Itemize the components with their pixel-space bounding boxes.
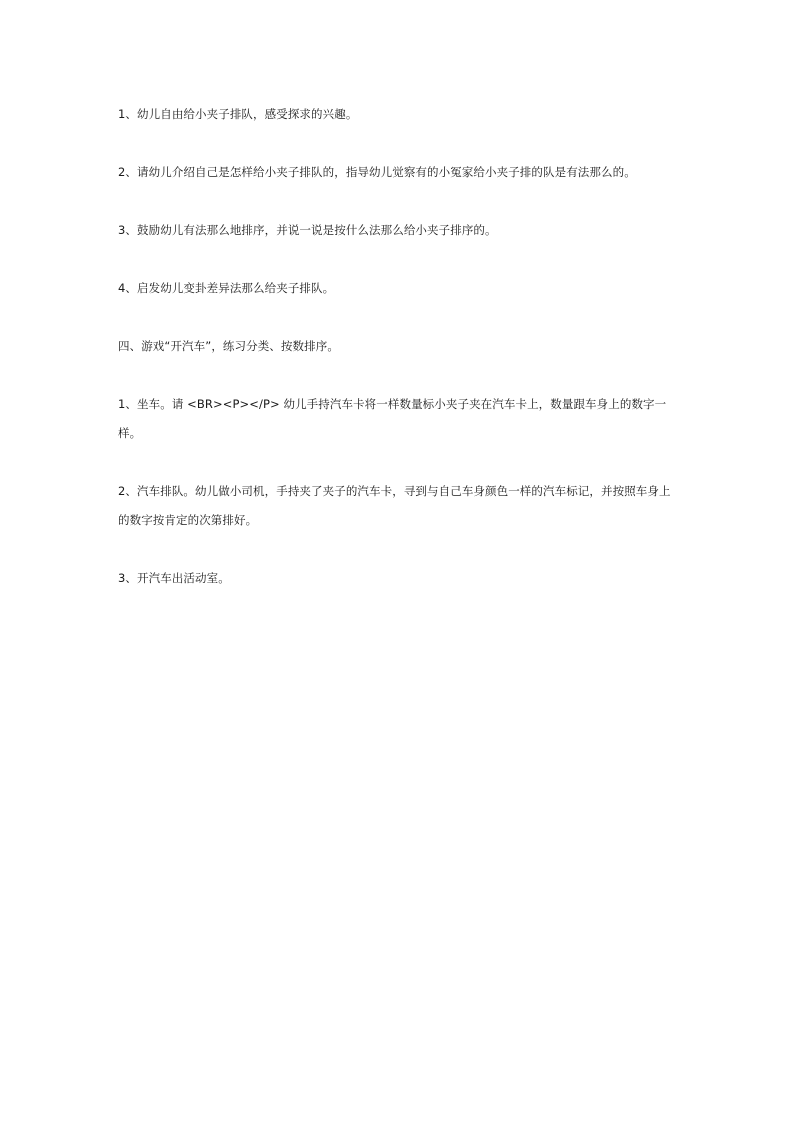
paragraph-step-1: 1、幼儿自由给小夹子排队，感受探求的兴趣。 <box>118 107 358 121</box>
paragraph-step-4: 4、启发幼儿变卦差异法那么给夹子排队。 <box>118 281 335 295</box>
paragraph-step-3: 3、鼓励幼儿有法那么地排序，并说一说是按什么法那么给小夹子排序的。 <box>118 223 497 237</box>
paragraph-step-2: 2、请幼儿介绍自己是怎样给小夹子排队的，指导幼儿觉察有的小冤家给小夹子排的队是有法那么的。 <box>118 165 636 179</box>
paragraph-game-step-3: 3、开汽车出活动室。 <box>118 571 230 585</box>
paragraph-game-step-1: 1、坐车。请 <BR><P></P> 幼儿手持汽车卡将一样数量标小夹子夹在汽车卡上，数量跟车身上的数字一样。 <box>118 397 667 440</box>
section-heading-game: 四、游戏“开汽车”，练习分类、按数排序。 <box>118 339 339 353</box>
document-body <box>118 100 678 622</box>
paragraph-game-step-2: 2、汽车排队。幼儿做小司机，手持夹了夹子的汽车卡，寻到与自己车身颜色一样的汽车标记，并按照车身上的数字按肯定的次第排好。 <box>118 484 671 527</box>
